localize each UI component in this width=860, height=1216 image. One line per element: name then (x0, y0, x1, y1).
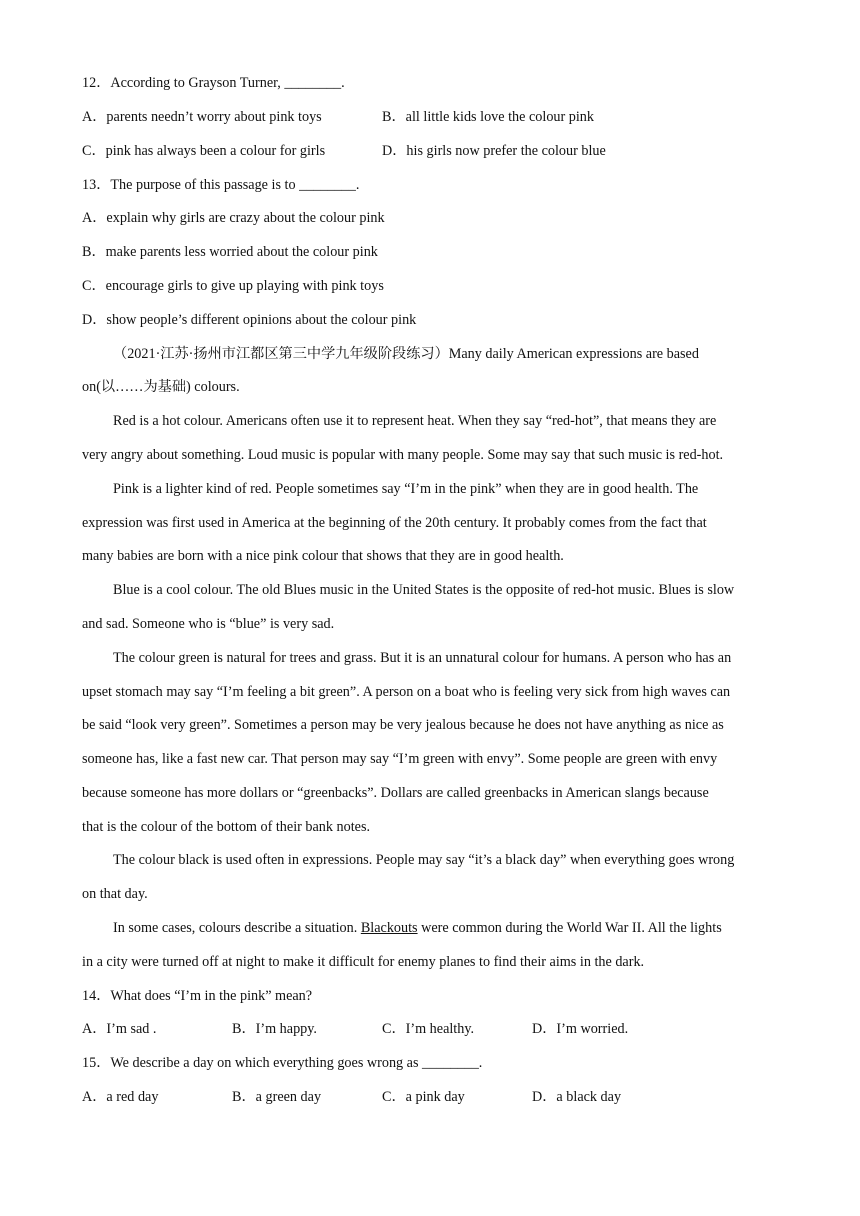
passage-black-paragraph-cont: on that day. (82, 886, 148, 902)
passage-situation-paragraph (113, 918, 722, 938)
passage-green-paragraph-cont3: someone has, like a fast new car. That person may say “I’m green with envy”. Some people are green with envy (82, 751, 718, 767)
q12-option-d: D．his girls now prefer the colour blue (382, 143, 606, 159)
q13-stem: 13．The purpose of this passage is to ________. (82, 177, 360, 193)
passage-green-paragraph-cont: upset stomach may say “I’m feeling a bit green”. A person on a boat who is feeling very sick from high waves can (82, 684, 731, 700)
q14-option-c: C．I’m healthy. (382, 1021, 475, 1037)
q15-option-c: C．a pink day (382, 1089, 465, 1105)
passage-green-paragraph-cont4: because someone has more dollars or “greenbacks”. Dollars are called greenbacks in American slangs because (82, 785, 709, 801)
q13-option-c: C．encourage girls to give up playing with pink toys (82, 278, 384, 294)
q12-option-b: B．all little kids love the colour pink (382, 109, 594, 125)
q12-stem: 12．According to Grayson Turner, ________. (82, 75, 345, 91)
situation-lead-text: In some cases, colours describe a situation. (113, 920, 361, 936)
passage-blue-paragraph-cont: and sad. Someone who is “blue” is very sad. (82, 616, 335, 632)
passage-intro: （2021·江苏·扬州市江都区第三中学九年级阶段练习）Many daily American expressions are based (113, 346, 699, 362)
q15-option-b: B．a green day (232, 1089, 322, 1105)
q14-option-d: D．I’m worried. (532, 1021, 629, 1037)
q14-option-b: B．I’m happy. (232, 1021, 317, 1037)
passage-pink-paragraph-cont: expression was first used in America at the beginning of the 20th century. It probably comes from the fact that (82, 515, 707, 531)
passage-black-paragraph: The colour black is used often in expressions. People may say “it’s a black day” when everything goes wrong (113, 852, 735, 868)
passage-green-paragraph-cont2: be said “look very green”. Sometimes a person may be very jealous because he does not have anything as nice as (82, 717, 724, 733)
q13-option-d: D．show people’s different opinions about the colour pink (82, 312, 417, 328)
q13-option-b: B．make parents less worried about the colour pink (82, 244, 378, 260)
q14-option-a: A．I’m sad . (82, 1021, 157, 1037)
q15-stem: 15．We describe a day on which everything goes wrong as ________. (82, 1055, 483, 1071)
passage-blue-paragraph: Blue is a cool colour. The old Blues music in the United States is the opposite of red-hot music. Blues is slow (113, 582, 735, 598)
passage-red-paragraph-cont: very angry about something. Loud music is popular with many people. Some may say that such music is red-hot. (82, 447, 724, 463)
passage-pink-paragraph-cont2: many babies are born with a nice pink colour that shows that they are in good health. (82, 548, 564, 564)
passage-intro-cont: on(以……为基础) colours. (82, 379, 240, 395)
q13-option-a: A．explain why girls are crazy about the colour pink (82, 210, 385, 226)
passage-situation-paragraph-cont: in a city were turned off at night to make it difficult for enemy planes to find their aims in the dark. (82, 954, 645, 970)
q15-option-d: D．a black day (532, 1089, 622, 1105)
q12-option-c: C．pink has always been a colour for girls (82, 143, 326, 159)
passage-pink-paragraph: Pink is a lighter kind of red. People sometimes say “I’m in the pink” when they are in good health. The (113, 481, 699, 497)
passage-green-paragraph: The colour green is natural for trees and grass. But it is an unnatural colour for humans. A person who has an (113, 650, 732, 666)
underlined-word-blackouts: Blackouts (360, 920, 418, 936)
q14-stem: 14．What does “I’m in the pink” mean? (82, 988, 313, 1004)
situation-rest-text: were common during the World War II. All the lights (417, 920, 722, 936)
q15-option-a: A．a red day (82, 1089, 159, 1105)
passage-green-paragraph-cont5: that is the colour of the bottom of their bank notes. (82, 819, 371, 835)
q12-option-a: A．parents needn’t worry about pink toys (82, 109, 322, 125)
passage-red-paragraph: Red is a hot colour. Americans often use it to represent heat. When they say “red-hot”, that means they are (113, 413, 717, 429)
